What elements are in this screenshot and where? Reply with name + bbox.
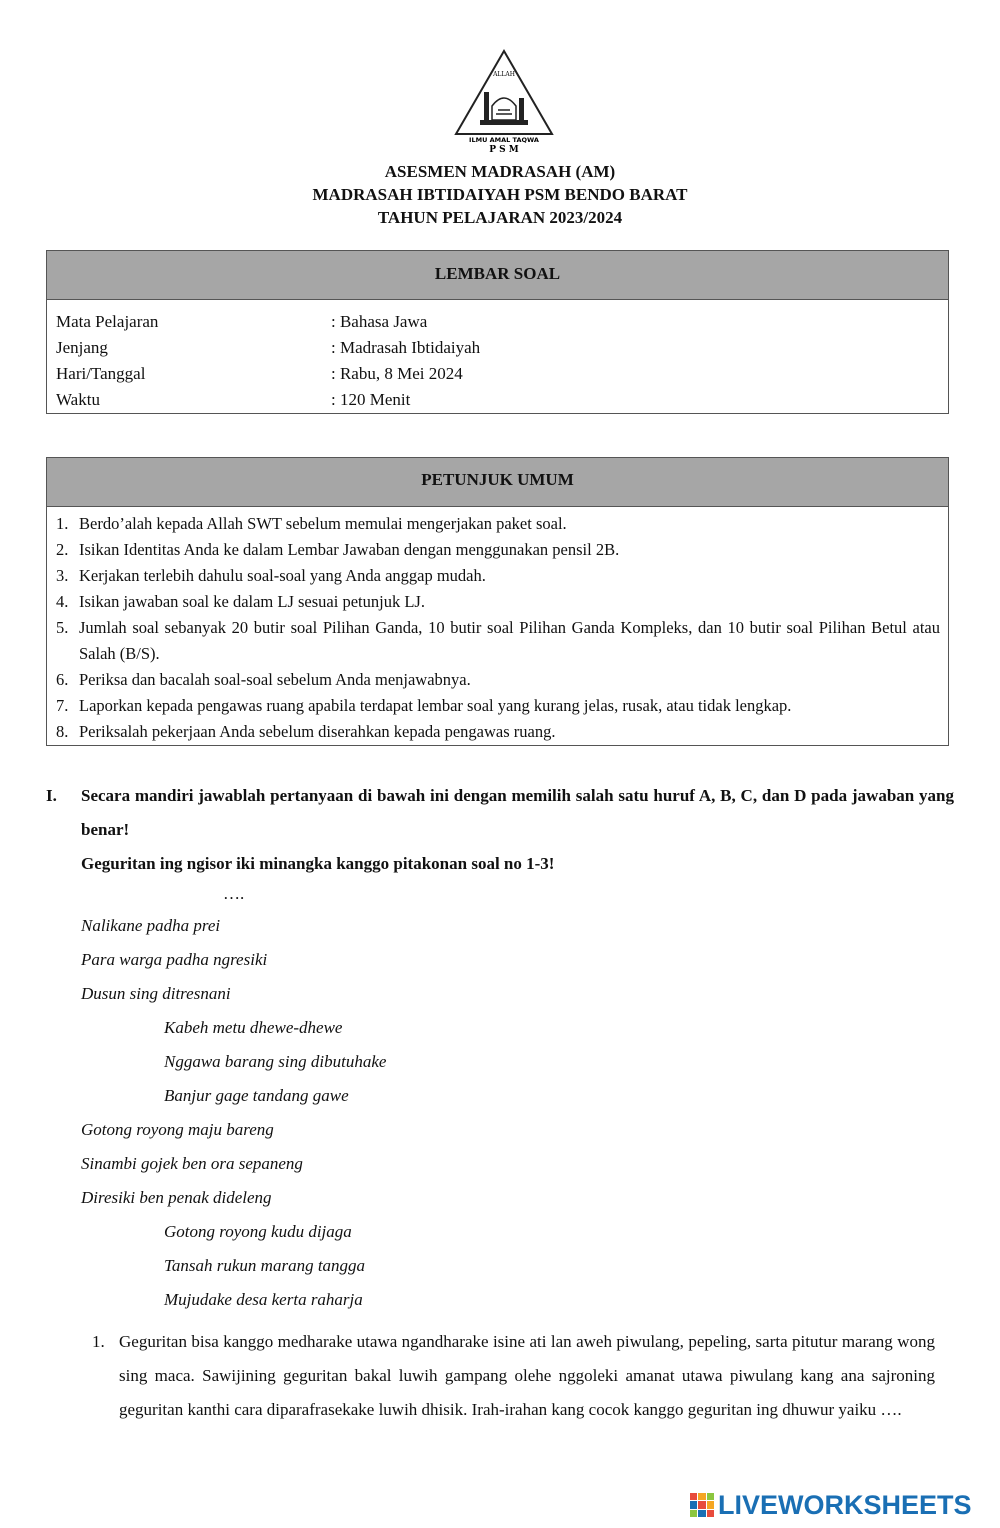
liveworksheets-brand: LIVEWORKSHEETS: [718, 1489, 972, 1520]
info-value: : Bahasa Jawa: [331, 312, 428, 331]
list-item: 8. Periksalah pekerjaan Anda sebelum diserahkan kepada pengawas ruang.: [56, 722, 556, 741]
poem-line: Tansah rukun marang tangga: [164, 1256, 366, 1275]
lembar-soal-title: LEMBAR SOAL: [47, 251, 948, 300]
list-item: 3. Kerjakan terlebih dahulu soal-soal yang Anda anggap mudah.: [56, 566, 486, 585]
list-item: 1. Berdo’alah kepada Allah SWT sebelum memulai mengerjakan paket soal.: [56, 514, 567, 533]
question-text: Geguritan bisa kanggo medharake utawa ngandharake isine ati lan aweh piwulang, pepeling, sarta pitutur marang wong sing maca. Sawijining geguritan bakal luwih gampang olehe nggoleki amanat utawa piwulang kang ana sajroning geguritan kanthi cara diparafrasekake luwih dhisik. Irah-irahan kang cocok kanggo geguritan ing dhuwur yaiku ….: [119, 1332, 935, 1419]
header-line-1: ASESMEN MADRASAH (AM): [384, 162, 616, 181]
question-number: 1.: [92, 1332, 105, 1351]
list-item: 6. Periksa dan bacalah soal-soal sebelum Anda menjawabnya.: [56, 670, 471, 689]
poem-line: Diresiki ben penak dideleng: [81, 1188, 272, 1207]
poem-line: Mujudake desa kerta raharja: [164, 1290, 363, 1309]
logo-abbr: P S M: [489, 145, 519, 155]
lembar-soal-box: [46, 250, 949, 414]
logo-top-text: ALLAH: [493, 71, 515, 78]
petunjuk-title: PETUNJUK UMUM: [47, 458, 948, 507]
section-numeral: I.: [46, 786, 57, 805]
poem-line: Sinambi gojek ben ora sepaneng: [81, 1154, 303, 1173]
poem-line: Dusun sing ditresnani: [81, 984, 231, 1003]
list-item: 7. Laporkan kepada pengawas ruang apabila terdapat lembar soal yang kurang jelas, rusak, atau tidak lengkap.: [56, 696, 792, 715]
section-subinstruction: Geguritan ing ngisor iki minangka kanggo pitakonan soal no 1-3!: [81, 854, 555, 873]
info-label: Waktu: [56, 390, 100, 409]
info-value: : Madrasah Ibtidaiyah: [331, 338, 481, 357]
liveworksheets-logo-icon: [690, 1493, 714, 1517]
poem-title: ….: [223, 884, 245, 903]
poem-line: Banjur gage tandang gawe: [164, 1086, 349, 1105]
info-value: : Rabu, 8 Mei 2024: [331, 364, 463, 383]
list-item: 4. Isikan jawaban soal ke dalam LJ sesuai petunjuk LJ.: [56, 592, 425, 611]
petunjuk-list: [47, 507, 948, 745]
school-logo: [452, 48, 556, 156]
header-line-2: MADRASAH IBTIDAIYAH PSM BENDO BARAT: [312, 185, 688, 204]
poem-line: Nggawa barang sing dibutuhake: [164, 1052, 387, 1071]
liveworksheets-watermark: [690, 1488, 972, 1522]
logo-motto: ILMU AMAL TAQWA: [469, 136, 539, 144]
section-instruction-text: Secara mandiri jawablah pertanyaan di bawah ini dengan memilih salah satu huruf A, B, C, dan D pada jawaban yang benar!: [81, 786, 954, 839]
list-item: 5. Jumlah soal sebanyak 20 butir soal Pilihan Ganda, 10 butir soal Pilihan Ganda Kompleks, dan 10 butir soal Pilihan Betul atau Salah (B/S).: [56, 618, 940, 663]
info-value: : 120 Menit: [331, 390, 411, 409]
poem-line: Nalikane padha prei: [81, 916, 221, 935]
info-label: Jenjang: [56, 338, 108, 357]
poem-line: Kabeh metu dhewe-dhewe: [164, 1018, 343, 1037]
petunjuk-umum-box: [46, 457, 949, 746]
poem-line: Gotong royong maju bareng: [81, 1120, 274, 1139]
info-label: Hari/Tanggal: [56, 364, 146, 383]
question-1: [92, 1325, 935, 1427]
info-label: Mata Pelajaran: [56, 312, 159, 331]
header-line-3: TAHUN PELAJARAN 2023/2024: [377, 208, 623, 227]
section-instruction: [46, 779, 954, 881]
list-item: 2. Isikan Identitas Anda ke dalam Lembar Jawaban dengan menggunakan pensil 2B.: [56, 540, 620, 559]
poem-line: Para warga padha ngresiki: [81, 950, 268, 969]
poem-line: Gotong royong kudu dijaga: [164, 1222, 352, 1241]
